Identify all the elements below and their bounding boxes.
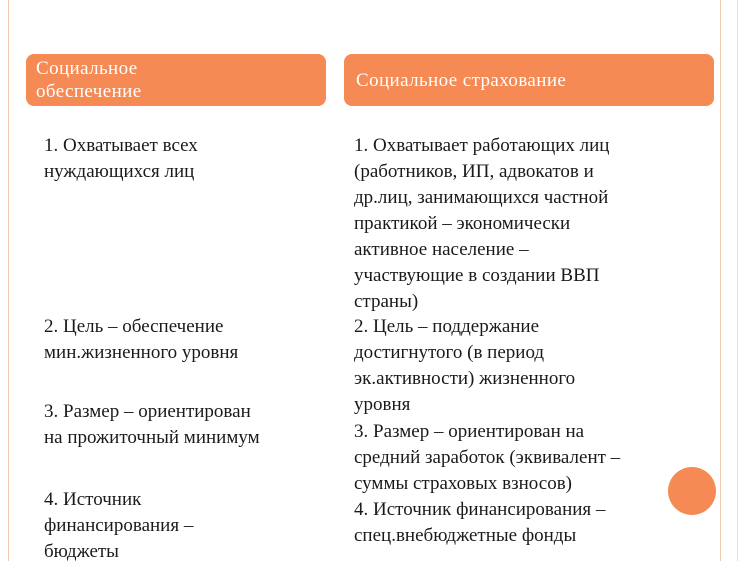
- header-social-security: [26, 54, 326, 106]
- slide-frame-line-left: [8, 0, 9, 561]
- header-left-label: Социальное обеспечение: [36, 58, 142, 102]
- slide-frame-line-right: [720, 0, 721, 561]
- slide-frame-line-right-outer: [737, 0, 738, 561]
- left-item-goal: 2. Цель – обеспечение мин.жизненного уровня: [44, 316, 239, 363]
- left-item-funding: 4. Источник финансирования – бюджеты: [44, 489, 194, 562]
- right-item-size: 3. Размер – ориентирован на средний заработок (эквивалент – суммы страховых взносов): [354, 421, 621, 494]
- decorative-circle: [668, 467, 716, 515]
- right-item-coverage: 1. Охватывает работающих лиц (работников, ИП, адвокатов и др.лиц, занимающихся частной практикой – экономически активное население – участвующие в создании ВВП страны): [354, 135, 610, 312]
- right-item-goal: 2. Цель – поддержание достигнутого (в период эк.активности) жизненного уровня: [354, 316, 576, 415]
- left-item-size: 3. Размер – ориентирован на прожиточный минимум: [44, 401, 260, 448]
- header-right-label: Социальное страхование: [356, 69, 567, 91]
- left-item-coverage: 1. Охватывает всех нуждающихся лиц: [44, 135, 198, 182]
- header-social-insurance: [344, 54, 714, 106]
- right-item-funding: 4. Источник финансирования – спец.внебюджетные фонды: [354, 499, 606, 546]
